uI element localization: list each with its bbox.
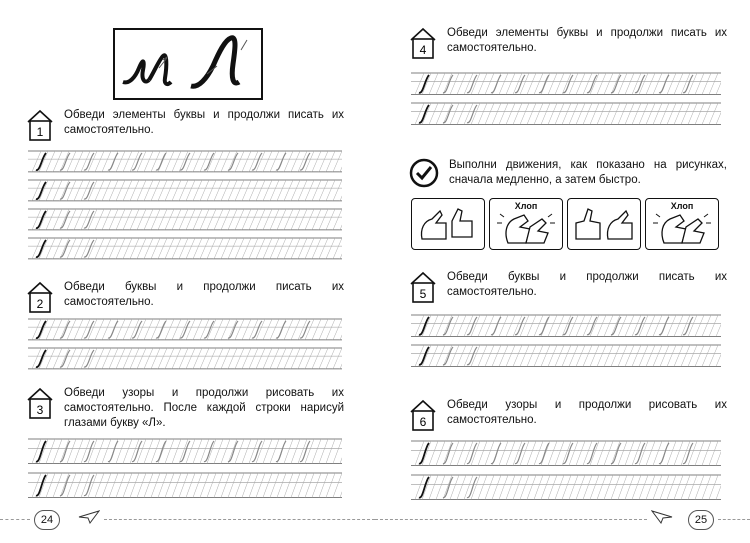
- letter-stroke: [491, 443, 501, 464]
- handwriting-lines: [28, 148, 342, 264]
- letter-stroke: [156, 321, 166, 338]
- letter-stroke: [228, 441, 238, 462]
- exercise-picture: [411, 198, 485, 250]
- letter-stroke: [108, 153, 118, 170]
- page-number: 24: [34, 510, 60, 530]
- letter-stroke: [443, 75, 453, 93]
- letter-stroke: [443, 317, 453, 335]
- practice-lines-1: [28, 148, 342, 264]
- clap-label: Хлоп: [670, 201, 694, 211]
- letter-stroke: [276, 153, 286, 170]
- task-instruction: Обведи узоры и продолжи рисовать их самостоятельно. После каждой строки нарисуй глазами букву «Л».: [64, 387, 344, 429]
- letter-stroke: [539, 443, 549, 464]
- letter-stroke: [539, 317, 549, 335]
- exercise-picture: [567, 198, 641, 250]
- task-instruction: Обведи буквы и продолжи писать их самостоятельно.: [64, 281, 344, 308]
- letter-stroke: [539, 75, 549, 93]
- clap-label: Хлоп: [514, 201, 538, 211]
- task-number: 6: [419, 415, 427, 429]
- letter-stroke: [611, 317, 621, 335]
- exercise: [409, 158, 727, 188]
- letter-stroke: [443, 105, 453, 123]
- letter-stroke: [60, 321, 70, 338]
- house-icon: [26, 108, 54, 142]
- divider: [718, 519, 750, 520]
- house-icon: [26, 386, 54, 420]
- handwriting-lines: [28, 316, 342, 374]
- practice-lines-3: [28, 436, 342, 504]
- exercise-picture: [645, 198, 719, 250]
- handwriting-lines: [411, 70, 721, 136]
- letter-stroke: [228, 321, 238, 338]
- exercise-picture: [489, 198, 563, 250]
- practice-lines-2: [28, 316, 342, 374]
- exercise-instruction: Выполни движения, как показано на рисунках, сначала медленно, а затем быстро.: [449, 159, 727, 186]
- letter-stroke: [60, 475, 70, 496]
- task-instruction: Обведи элементы буквы и продолжи писать их самостоятельно.: [447, 27, 727, 54]
- task-6: [409, 398, 727, 432]
- letter-stroke: [180, 441, 190, 462]
- letter-l-sample-icon: [115, 30, 261, 98]
- letter-stroke: [60, 441, 70, 462]
- letter-stroke: [60, 182, 70, 199]
- letter-stroke: [443, 477, 453, 498]
- letter-stroke: [563, 317, 573, 335]
- letter-stroke: [108, 321, 118, 338]
- paper-plane-icon: [651, 509, 673, 525]
- handwriting-lines: [411, 438, 721, 510]
- practice-lines-4: [411, 70, 721, 136]
- letter-stroke: [563, 443, 573, 464]
- hand-gesture-icon: [568, 199, 640, 249]
- letter-stroke: [659, 317, 669, 335]
- hand-gesture-icon: [412, 199, 484, 249]
- letter-stroke: [611, 75, 621, 93]
- letter-stroke: [491, 317, 501, 335]
- letter-stroke: [60, 240, 70, 257]
- letter-stroke: [156, 441, 166, 462]
- task-number: 1: [36, 125, 44, 139]
- handwriting-lines: [28, 436, 342, 504]
- handwriting-lines: [411, 312, 721, 376]
- letter-stroke: [443, 347, 453, 365]
- letter-stroke: [659, 443, 669, 464]
- letter-stroke: [60, 153, 70, 170]
- letter-stroke: [180, 321, 190, 338]
- task-number: 4: [419, 43, 427, 57]
- house-icon: [409, 270, 437, 304]
- house-icon: [409, 26, 437, 60]
- task-1: [26, 108, 344, 142]
- divider: [0, 519, 30, 520]
- practice-lines-6: [411, 438, 721, 510]
- page-number: 25: [688, 510, 714, 530]
- letter-stroke: [60, 350, 70, 367]
- task-number: 2: [36, 297, 44, 311]
- task-2: [26, 280, 344, 314]
- task-instruction: Обведи элементы буквы и продолжи писать их самостоятельно.: [64, 109, 344, 136]
- practice-lines-5: [411, 312, 721, 376]
- letter-stroke: [156, 153, 166, 170]
- letter-stroke: [60, 211, 70, 228]
- letter-stroke: [228, 153, 238, 170]
- letter-stroke: [443, 443, 453, 464]
- task-instruction: Обведи буквы и продолжи писать их самостоятельно.: [447, 271, 727, 298]
- letter-stroke: [276, 441, 286, 462]
- divider: [104, 519, 375, 520]
- task-3: [26, 386, 344, 431]
- letter-stroke: [659, 75, 669, 93]
- house-icon: [409, 398, 437, 432]
- divider: [375, 519, 647, 520]
- letter-stroke: [108, 441, 118, 462]
- paper-plane-icon: [78, 509, 100, 525]
- checkmark-circle-icon: [409, 158, 439, 188]
- right-page: [375, 0, 750, 543]
- letter-sample-box: [113, 28, 263, 100]
- task-number: 5: [419, 287, 427, 301]
- letter-stroke: [180, 153, 190, 170]
- house-icon: [26, 280, 54, 314]
- letter-stroke: [563, 75, 573, 93]
- letter-stroke: [491, 75, 501, 93]
- task-4: [409, 26, 727, 60]
- task-5: [409, 270, 727, 304]
- task-number: 3: [36, 403, 44, 417]
- letter-stroke: [276, 321, 286, 338]
- letter-stroke: [611, 443, 621, 464]
- task-instruction: Обведи узоры и продолжи рисовать их самостоятельно.: [447, 399, 727, 426]
